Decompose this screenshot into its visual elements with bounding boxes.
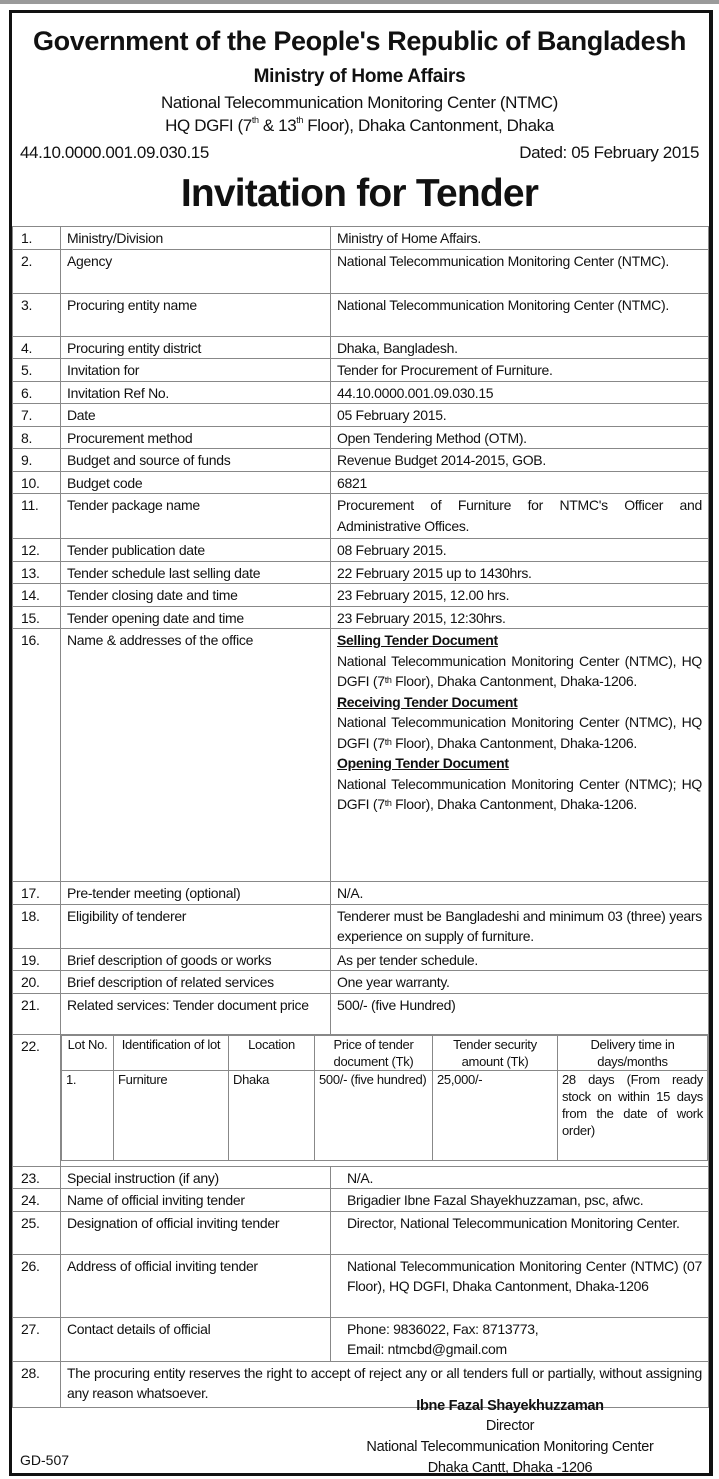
- row-value: Tender for Procurement of Furniture.: [331, 359, 709, 382]
- row-label: Tender publication date: [61, 539, 331, 562]
- row-number: 17.: [13, 882, 61, 905]
- top-rule: [0, 0, 719, 4]
- government-heading: Government of the People's Republic of Bangladesh: [33, 26, 686, 56]
- row-label: Tender schedule last selling date: [61, 561, 331, 584]
- table-row: [13, 1254, 709, 1317]
- row-number: 18.: [13, 904, 61, 948]
- table-row: [13, 404, 709, 427]
- row-value: 23 February 2015, 12:30hrs.: [331, 606, 709, 629]
- lot-header: Location: [229, 1035, 315, 1070]
- row-label: Pre-tender meeting (optional): [61, 882, 331, 905]
- signatory-designation: Director: [485, 1418, 535, 1434]
- row-number: 11.: [13, 494, 61, 539]
- row-number: 16.: [13, 629, 61, 882]
- office-heading: Selling Tender Document: [337, 632, 498, 648]
- date-line: Dated: 05 February 2015: [519, 143, 699, 162]
- address-text: Floor), Dhaka Cantonment, Dhaka-1206.: [391, 796, 637, 812]
- signatory-location: Dhaka Cantt, Dhaka -1206: [427, 1460, 593, 1476]
- row-value: 44.10.0000.001.09.030.15: [331, 381, 709, 404]
- table-row: [13, 449, 709, 472]
- lot-header: Identification of lot: [114, 1035, 229, 1070]
- table-row: [13, 1189, 709, 1212]
- lot-cell: 25,000/-: [433, 1070, 558, 1160]
- lot-table-cell: [61, 1034, 709, 1166]
- office-address: [337, 774, 702, 815]
- row-label: Procuring entity name: [61, 293, 331, 336]
- row-number: 20.: [13, 971, 61, 994]
- row-value: [331, 1317, 709, 1361]
- row-number: 15.: [13, 606, 61, 629]
- table-row: [13, 1317, 709, 1361]
- row-label: Procuring entity district: [61, 336, 331, 359]
- table-row: [13, 227, 709, 250]
- row-value: Tenderer must be Bangladeshi and minimum 03 (three) years experience on supply of furniture.: [331, 904, 709, 948]
- lot-header: Lot No.: [62, 1035, 114, 1070]
- signatory-name: Ibne Fazal Shayekhuzzaman: [416, 1398, 604, 1414]
- row-value: The procuring entity reserves the right to accept of reject any or all tenders full or partially, without assigning any reason whatsoever.: [61, 1361, 709, 1407]
- row-number: 12.: [13, 539, 61, 562]
- table-row: [13, 381, 709, 404]
- row-number: 26.: [13, 1254, 61, 1317]
- table-row: [13, 359, 709, 382]
- page-title: Invitation for Tender: [180, 172, 539, 215]
- row-value: 23 February 2015, 12.00 hrs.: [331, 584, 709, 607]
- lot-cell: 28 days (From ready stock on within 15 days from the date of work order): [558, 1070, 708, 1160]
- row-number: 2.: [13, 249, 61, 293]
- row-value: Director, National Telecommunication Monitoring Center.: [331, 1211, 709, 1254]
- row-value: Revenue Budget 2014-2015, GOB.: [331, 449, 709, 472]
- row-label: Brief description of goods or works: [61, 948, 331, 971]
- table-row: [13, 629, 709, 882]
- row-number: 27.: [13, 1317, 61, 1361]
- row-number: 14.: [13, 584, 61, 607]
- table-row: [13, 539, 709, 562]
- row-number: 22.: [13, 1034, 61, 1166]
- row-label: Procurement method: [61, 426, 331, 449]
- table-row: [13, 249, 709, 293]
- email: Email: ntmcbd@gmail.com: [347, 1341, 507, 1357]
- row-label: Tender package name: [61, 494, 331, 539]
- address-text: National Telecommunication Monitoring Center (NTMC), HQ DGFI (7: [337, 652, 702, 689]
- lot-header: Tender security amount (Tk): [433, 1035, 558, 1070]
- row-number: 9.: [13, 449, 61, 472]
- office-address: [337, 651, 702, 692]
- row-label: Invitation Ref No.: [61, 381, 331, 404]
- row-number: 24.: [13, 1189, 61, 1212]
- row-label: Agency: [61, 249, 331, 293]
- row-value: Brigadier Ibne Fazal Shayekhuzzaman, psc, afwc.: [331, 1189, 709, 1212]
- table-row: [13, 1166, 709, 1189]
- row-value: N/A.: [331, 1166, 709, 1189]
- row-label: Tender opening date and time: [61, 606, 331, 629]
- row-number: 21.: [13, 993, 61, 1034]
- table-row: [13, 971, 709, 994]
- row-label: Invitation for: [61, 359, 331, 382]
- row-number: 28.: [13, 1361, 61, 1407]
- tender-table: [12, 226, 709, 1408]
- superscript: th: [296, 115, 303, 125]
- row-label: Related services: Tender document price: [61, 993, 331, 1034]
- signatory-org: National Telecommunication Monitoring Center: [366, 1439, 654, 1455]
- table-row: [13, 494, 709, 539]
- row-number: 8.: [13, 426, 61, 449]
- row-value: National Telecommunication Monitoring Center (NTMC).: [331, 293, 709, 336]
- lot-header: Delivery time in days/months: [558, 1035, 708, 1070]
- row-value: National Telecommunication Monitoring Center (NTMC).: [331, 249, 709, 293]
- row-label: Name of official inviting tender: [61, 1189, 331, 1212]
- lot-cell: Dhaka: [229, 1070, 315, 1160]
- office-heading: Receiving Tender Document: [337, 693, 518, 710]
- row-label: Tender closing date and time: [61, 584, 331, 607]
- lot-header: Price of tender document (Tk): [315, 1035, 433, 1070]
- table-row: [13, 1034, 709, 1166]
- row-number: 25.: [13, 1211, 61, 1254]
- lot-cell: Furniture: [114, 1070, 229, 1160]
- row-value: 05 February 2015.: [331, 404, 709, 427]
- row-number: 10.: [13, 471, 61, 494]
- row-value: 500/- (five Hundred): [331, 993, 709, 1034]
- row-number: 6.: [13, 381, 61, 404]
- phone-fax: Phone: 9836022, Fax: 8713773,: [347, 1320, 539, 1337]
- row-value: Ministry of Home Affairs.: [331, 227, 709, 250]
- office-address: [337, 712, 702, 753]
- row-label: Special instruction (if any): [61, 1166, 331, 1189]
- row-label: Name & addresses of the office: [61, 629, 331, 882]
- center-heading: National Telecommunication Monitoring Center (NTMC): [161, 93, 558, 112]
- footer-code: GD-507: [20, 1452, 70, 1468]
- row-label: Address of official inviting tender: [61, 1254, 331, 1317]
- superscript: th: [384, 736, 392, 747]
- address-text: Floor), Dhaka Cantonment, Dhaka-1206.: [391, 673, 637, 689]
- row-value: 6821: [331, 471, 709, 494]
- row-number: 19.: [13, 948, 61, 971]
- lot-cell: 1.: [62, 1070, 114, 1160]
- row-value: 08 February 2015.: [331, 539, 709, 562]
- table-row: [13, 561, 709, 584]
- address-heading: [0, 116, 719, 136]
- table-row: [13, 904, 709, 948]
- lot-header-row: [62, 1035, 708, 1070]
- table-row: [13, 584, 709, 607]
- row-label: Eligibility of tenderer: [61, 904, 331, 948]
- row-value: 22 February 2015 up to 1430hrs.: [331, 561, 709, 584]
- row-number: 3.: [13, 293, 61, 336]
- lot-row: [62, 1070, 708, 1160]
- row-label: Designation of official inviting tender: [61, 1211, 331, 1254]
- table-row: [13, 426, 709, 449]
- table-row: [13, 606, 709, 629]
- row-label: Budget and source of funds: [61, 449, 331, 472]
- row-value: National Telecommunication Monitoring Center (NTMC) (07 Floor), HQ DGFI, Dhaka Cantonment, Dhaka-1206: [331, 1254, 709, 1317]
- address-text: & 13: [258, 116, 297, 135]
- row-label: Budget code: [61, 471, 331, 494]
- row-label: Contact details of official: [61, 1317, 331, 1361]
- row-label: Brief description of related services: [61, 971, 331, 994]
- lot-table: [61, 1035, 708, 1161]
- reference-number: 44.10.0000.001.09.030.15: [20, 143, 209, 162]
- table-row: [13, 948, 709, 971]
- row-value: Procurement of Furniture for NTMC's Officer and Administrative Offices.: [331, 494, 709, 539]
- row-number: 7.: [13, 404, 61, 427]
- row-label: Ministry/Division: [61, 227, 331, 250]
- table-row: [13, 882, 709, 905]
- address-text: Floor), Dhaka Cantonment, Dhaka: [302, 116, 554, 135]
- row-value: N/A.: [331, 882, 709, 905]
- row-number: 13.: [13, 561, 61, 584]
- table-row: [13, 336, 709, 359]
- row-label: Date: [61, 404, 331, 427]
- address-text: National Telecommunication Monitoring Center (NTMC), HQ DGFI (7: [337, 714, 702, 751]
- table-row: [13, 1211, 709, 1254]
- row-number: 5.: [13, 359, 61, 382]
- row-number: 1.: [13, 227, 61, 250]
- table-row: [13, 471, 709, 494]
- address-text: Floor), Dhaka Cantonment, Dhaka-1206.: [391, 734, 637, 751]
- superscript: th: [384, 675, 392, 685]
- ministry-heading: Ministry of Home Affairs: [253, 66, 466, 87]
- row-value: As per tender schedule.: [331, 948, 709, 971]
- lot-cell: 500/- (five hundred): [315, 1070, 433, 1160]
- superscript: th: [251, 115, 259, 125]
- table-row: [13, 993, 709, 1034]
- row-number: 4.: [13, 336, 61, 359]
- address-text: National Telecommunication Monitoring Center (NTMC); HQ DGFI (7: [337, 775, 702, 812]
- table-row: [13, 293, 709, 336]
- row-value: One year warranty.: [331, 971, 709, 994]
- row-number: 23.: [13, 1166, 61, 1189]
- superscript: th: [384, 798, 392, 808]
- address-text: HQ DGFI (7: [165, 116, 252, 135]
- office-heading: Opening Tender Document: [337, 755, 509, 771]
- row-value: Open Tendering Method (OTM).: [331, 426, 709, 449]
- row-value: [331, 629, 709, 882]
- row-value: Dhaka, Bangladesh.: [331, 336, 709, 359]
